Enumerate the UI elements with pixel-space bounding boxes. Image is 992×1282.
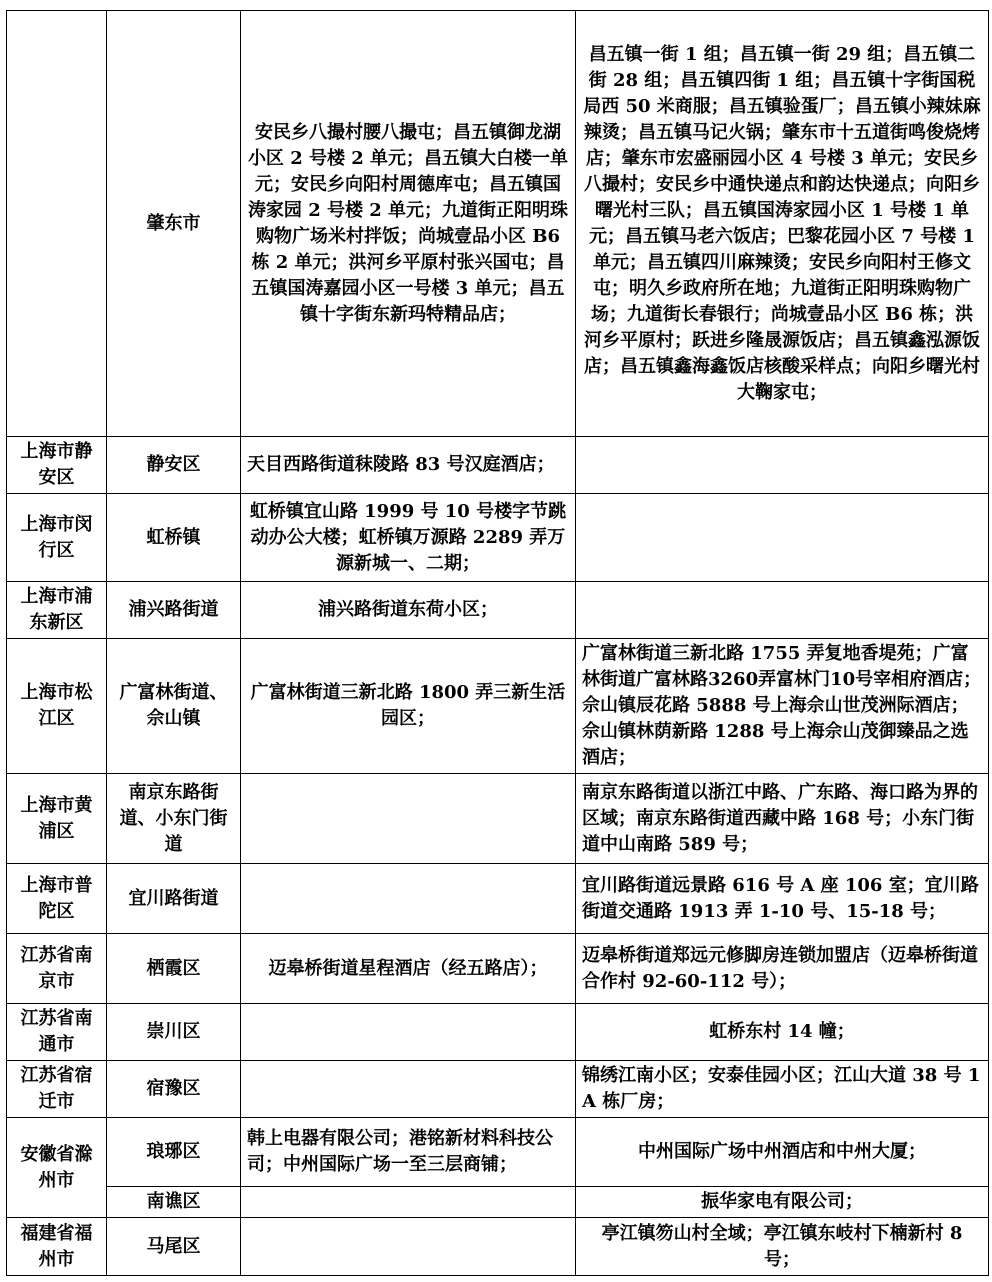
table-row <box>7 1004 989 1061</box>
mid-risk-cell: 广富林街道三新北路 1800 弄三新生活园区； <box>241 639 576 774</box>
district-cell: 广富林街道、佘山镇 <box>107 639 241 774</box>
district-cell: 宜川路街道 <box>107 864 241 934</box>
district-cell: 琅琊区 <box>107 1118 241 1187</box>
city-cell: 江苏省宿迁市 <box>7 1061 107 1118</box>
city-cell: 上海市静安区 <box>7 437 107 494</box>
mid-risk-cell: 天目西路街道秣陵路 83 号汉庭酒店； <box>241 437 576 494</box>
low-risk-cell: 昌五镇一街 1 组；昌五镇一街 29 组；昌五镇二街 28 组；昌五镇四街 1 组；昌五镇十字街国税局西 50 米商服；昌五镇验蛋厂；昌五镇小辣妹麻辣烫；昌五镇马记火锅；肇东市十五道街鸣俊烧烤店；肇东市宏盛丽园小区 4 号楼 3 单元；安民乡八撮村；安民乡中通快递点和韵达快递点；向阳乡曙光村三队；昌五镇国涛家园小区 1 号楼 1 单元；昌五镇马老六饭店；巴黎花园小区 7 号楼 1 单元；昌五镇四川麻辣烫；安民乡向阳村王修文屯；明久乡政府所在地；九道街正阳明珠购物广场；九道街长春银行；尚城壹品小区 B6 栋；洪河乡平原村；跃进乡隆晟源饭店；昌五镇鑫泓源饭店；昌五镇鑫海鑫饭店核酸采样点；向阳乡曙光村大鞠家屯； <box>576 11 989 437</box>
table-row <box>7 1218 989 1276</box>
mid-risk-cell: 迈皋桥街道星程酒店（经五路店）； <box>241 934 576 1004</box>
district-cell: 崇川区 <box>107 1004 241 1061</box>
mid-risk-cell <box>241 1061 576 1118</box>
mid-risk-cell <box>241 1218 576 1276</box>
table-row <box>7 437 989 494</box>
district-cell: 马尾区 <box>107 1218 241 1276</box>
low-risk-cell: 虹桥东村 14 幢； <box>576 1004 989 1061</box>
table-row <box>7 582 989 639</box>
low-risk-cell: 中州国际广场中州酒店和中州大厦； <box>576 1118 989 1187</box>
district-cell: 栖霞区 <box>107 934 241 1004</box>
low-risk-cell <box>576 494 989 582</box>
low-risk-cell: 南京东路街道以浙江中路、广东路、海口路为界的区域；南京东路街道西藏中路 168 号；小东门街道中山南路 589 号； <box>576 774 989 864</box>
table-row <box>7 774 989 864</box>
low-risk-cell: 锦绣江南小区；安泰佳园小区；江山大道 38 号 1A 栋厂房； <box>576 1061 989 1118</box>
city-cell: 上海市普陀区 <box>7 864 107 934</box>
low-risk-cell: 宜川路街道远景路 616 号 A 座 106 室；宜川路街道交通路 1913 弄 1-10 号、15-18 号； <box>576 864 989 934</box>
table-row <box>7 864 989 934</box>
city-cell: 福建省福州市 <box>7 1218 107 1276</box>
mid-risk-cell <box>241 774 576 864</box>
district-cell: 南谯区 <box>107 1187 241 1218</box>
district-cell: 肇东市 <box>107 11 241 437</box>
district-cell: 宿豫区 <box>107 1061 241 1118</box>
city-cell <box>7 11 107 437</box>
table-row <box>7 639 989 774</box>
mid-risk-cell: 虹桥镇宜山路 1999 号 10 号楼字节跳动办公大楼；虹桥镇万源路 2289 弄万源新城一、二期； <box>241 494 576 582</box>
city-cell: 安徽省滁州市 <box>7 1118 107 1218</box>
table-row <box>7 1061 989 1118</box>
district-cell: 静安区 <box>107 437 241 494</box>
mid-risk-cell <box>241 864 576 934</box>
city-cell: 上海市松江区 <box>7 639 107 774</box>
district-cell: 虹桥镇 <box>107 494 241 582</box>
table-row <box>7 11 989 437</box>
table-row <box>7 494 989 582</box>
mid-risk-cell: 浦兴路街道东荷小区； <box>241 582 576 639</box>
mid-risk-cell: 韩上电器有限公司；港铭新材料科技公司；中州国际广场一至三层商铺； <box>241 1118 576 1187</box>
mid-risk-cell: 安民乡八撮村腰八撮屯；昌五镇御龙湖小区 2 号楼 2 单元；昌五镇大白楼一单元；安民乡向阳村周德库屯；昌五镇国涛家园 2 号楼 2 单元；九道街正阳明珠购物广场米村拌饭；尚城壹品小区 B6 栋 2 单元；洪河乡平原村张兴国屯；昌五镇国涛嘉园小区一号楼 3 单元；昌五镇十字街东新玛特精品店； <box>241 11 576 437</box>
city-cell: 江苏省南京市 <box>7 934 107 1004</box>
city-cell: 江苏省南通市 <box>7 1004 107 1061</box>
city-cell: 上海市黄浦区 <box>7 774 107 864</box>
city-cell: 上海市闵行区 <box>7 494 107 582</box>
low-risk-cell <box>576 582 989 639</box>
city-cell: 上海市浦东新区 <box>7 582 107 639</box>
low-risk-cell: 迈皋桥街道郑远元修脚房连锁加盟店（迈皋桥街道合作村 92-60-112 号）； <box>576 934 989 1004</box>
epidemic-risk-area-table <box>6 10 989 1276</box>
district-cell: 南京东路街道、小东门街道 <box>107 774 241 864</box>
table-row <box>7 934 989 1004</box>
table-row <box>7 1118 989 1187</box>
low-risk-cell <box>576 437 989 494</box>
low-risk-cell: 振华家电有限公司； <box>576 1187 989 1218</box>
district-cell: 浦兴路街道 <box>107 582 241 639</box>
low-risk-cell: 亭江镇笏山村全域；亭江镇东岐村下楠新村 8 号； <box>576 1218 989 1276</box>
low-risk-cell: 广富林街道三新北路 1755 弄复地香堤苑；广富林街道广富林路3260弄富林门10号宰相府酒店；佘山镇辰花路 5888 号上海佘山世茂洲际酒店；佘山镇林荫新路 1288 号上海佘山茂御臻品之选酒店； <box>576 639 989 774</box>
mid-risk-cell <box>241 1187 576 1218</box>
table-row <box>7 1187 989 1218</box>
mid-risk-cell <box>241 1004 576 1061</box>
